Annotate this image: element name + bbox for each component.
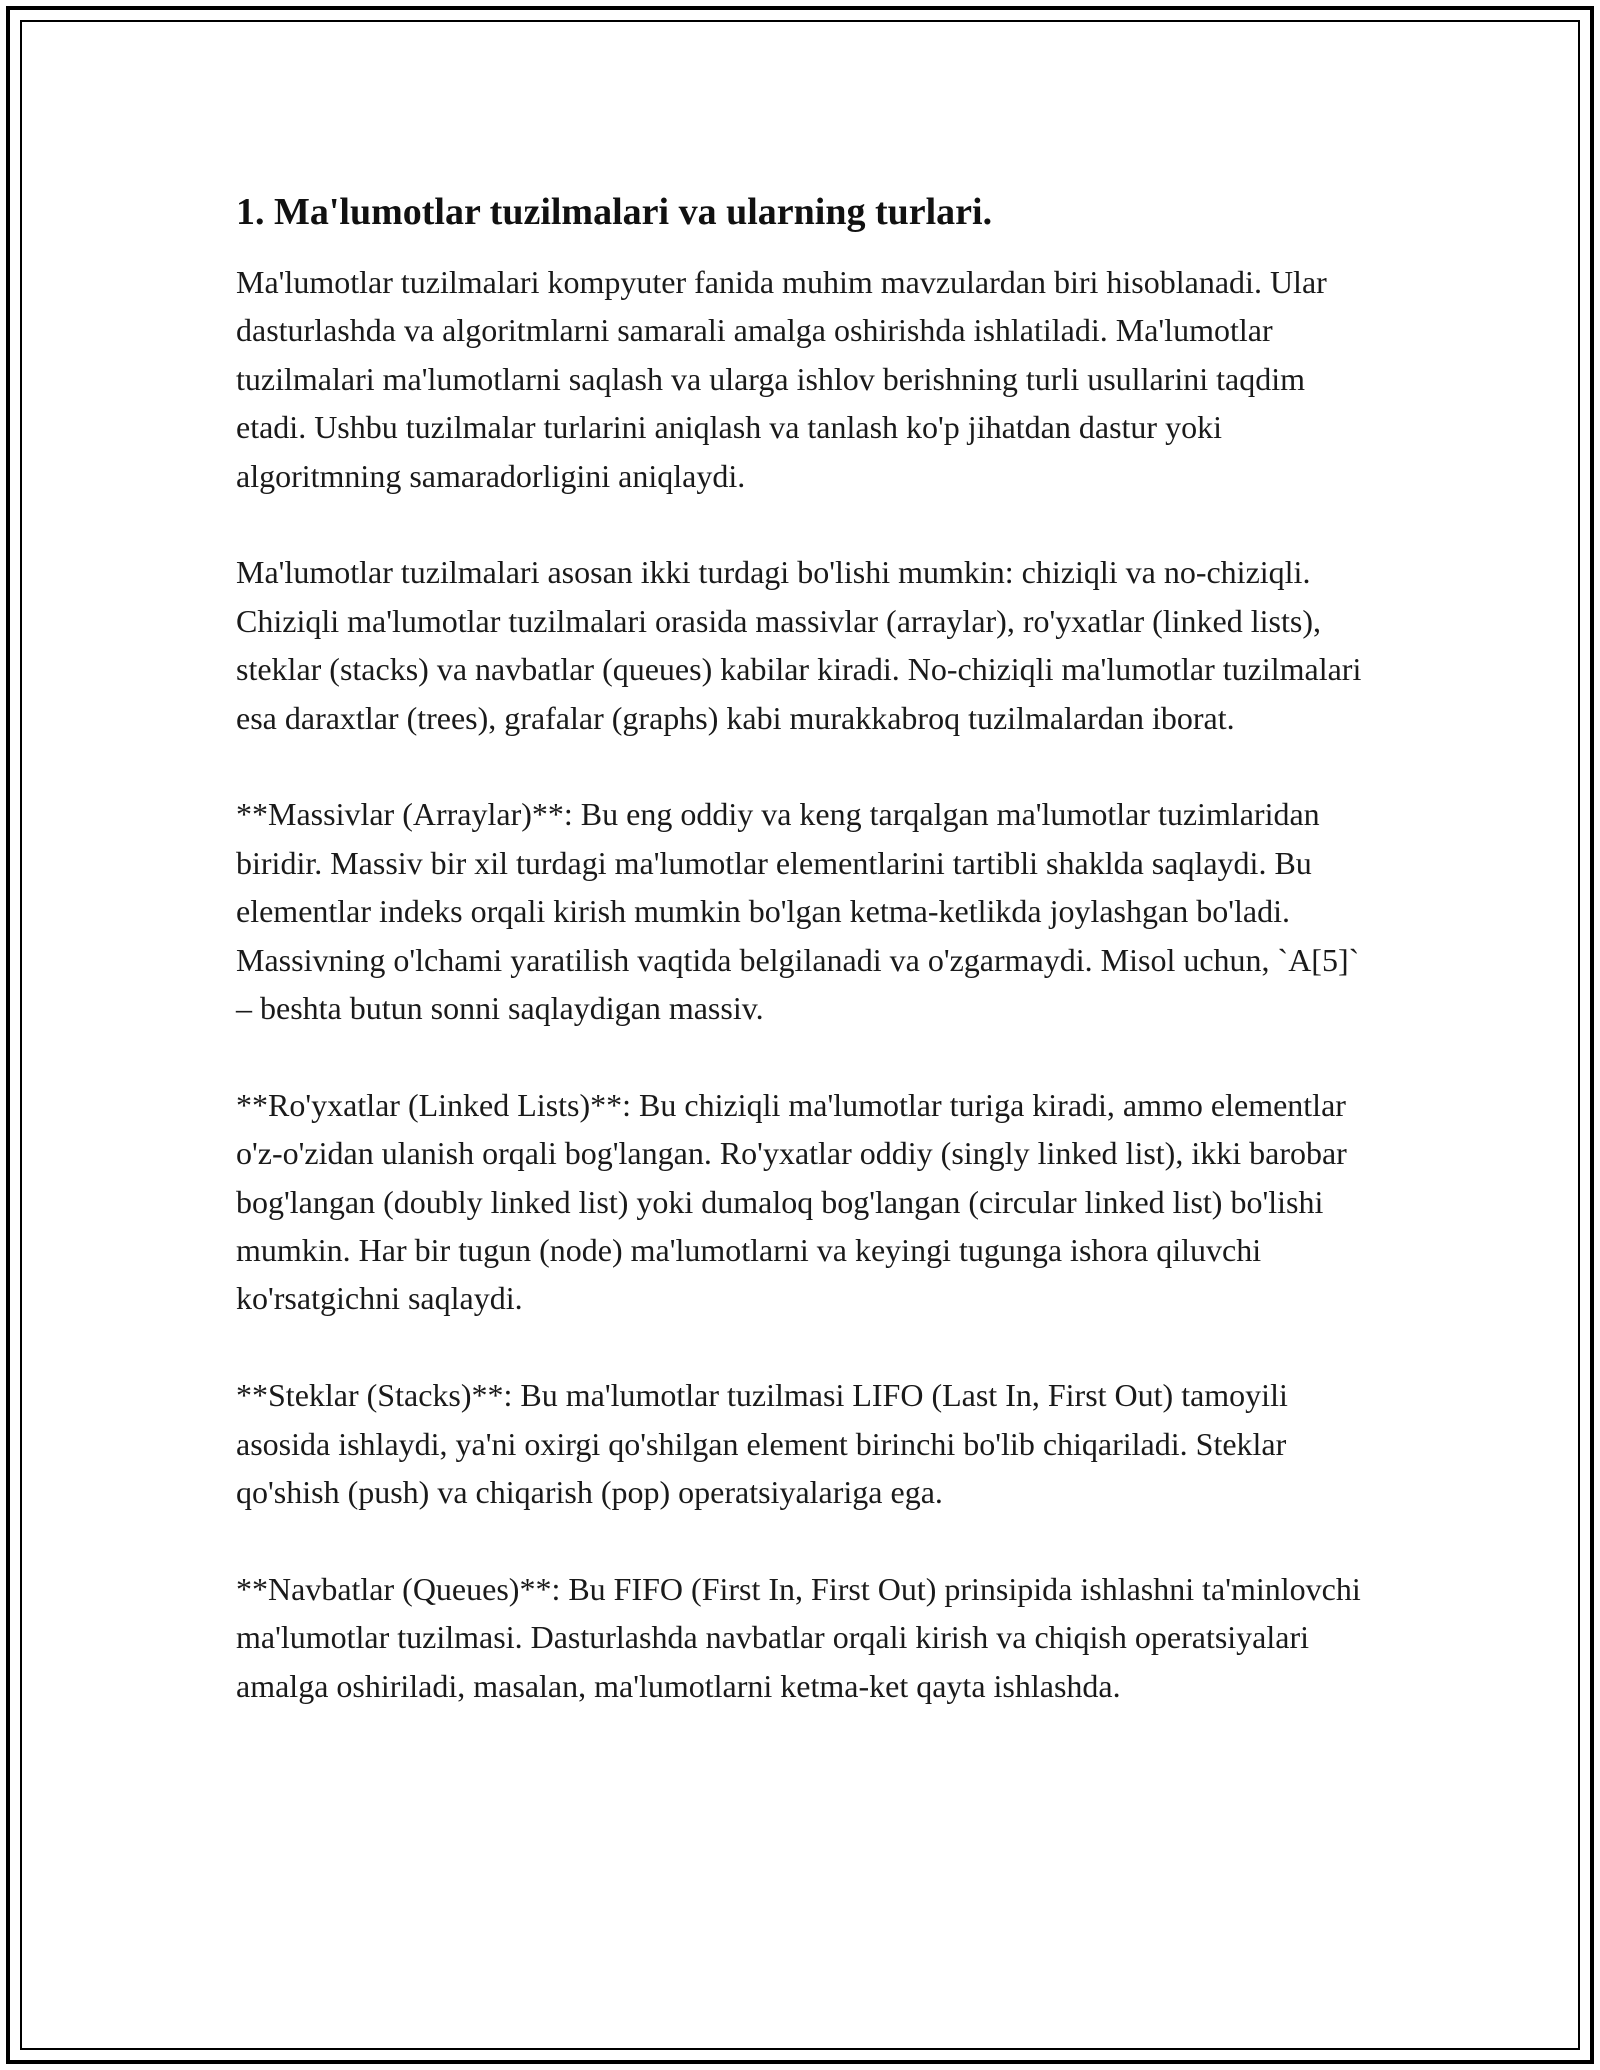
paragraph-types: Ma'lumotlar tuzilmalari asosan ikki turdagi bo'lishi mumkin: chiziqli va no-chiziqli. Chiziqli ma'lumotlar tuzilmalari orasida massivlar (arraylar), ro'yxatlar (linked lists), steklar (stacks) va navbatlar (queues) kabilar kiradi. No-chiziqli ma'lumotlar tuzilmalari esa daraxtlar (trees), grafalar (graphs) kabi murakkabroq tuzilmalardan iborat. [236, 554, 1362, 736]
paragraph-intro: Ma'lumotlar tuzilmalari kompyuter fanida muhim mavzulardan biri hisoblanadi. Ular dasturlashda va algoritmlarni samarali amalga oshirishda ishlatiladi. Ma'lumotlar tuzilmalari ma'lumotlarni saqlash va ularga ishlov berishning turli usullarini taqdim etadi. Ushbu tuzilmalar turlarini aniqlash va tanlash ko'p jihatdan dastur yoki algoritmning samaradorligini aniqlaydi. [236, 264, 1327, 494]
paragraph-arrays: **Massivlar (Arraylar)**: Bu eng oddiy va keng tarqalgan ma'lumotlar tuzimlaridan biridir. Massiv bir xil turdagi ma'lumotlar elementlarini tartibli shaklda saqlaydi. Bu elementlar indeks orqali kirish mumkin bo'lgan ketma-ketlikda joylashgan bo'ladi. Massivning o'lchami yaratilish vaqtida belgilanadi va o'zgarmaydi. Misol uchun, `A[5]` – beshta butun sonni saqlaydigan massiv. [236, 796, 1360, 1027]
paragraph-stacks: **Steklar (Stacks)**: Bu ma'lumotlar tuzilmasi LIFO (Last In, First Out) tamoyili asosida ishlaydi, ya'ni oxirgi qo'shilgan element birinchi bo'lib chiqariladi. Steklar qo'shish (push) va chiqarish (pop) operatsiyalariga ega. [236, 1377, 1288, 1511]
document-body [236, 188, 1366, 1710]
paragraph-queues: **Navbatlar (Queues)**: Bu FIFO (First In, First Out) prinsipida ishlashni ta'minlovchi ma'lumotlar tuzilmasi. Dasturlashda navbatlar orqali kirish va chiqish operatsiyalari amalga oshiriladi, masalan, ma'lumotlarni ketma-ket qayta ishlashda. [236, 1570, 1361, 1704]
paragraph-linked-lists: **Ro'yxatlar (Linked Lists)**: Bu chiziqli ma'lumotlar turiga kiradi, ammo elementlar o'z-o'zidan ulanish orqali bog'langan. Ro'yxatlar oddiy (singly linked list), ikki barobar bog'langan (doubly linked list) yoki dumaloq bog'langan (circular linked list) bo'lishi mumkin. Har bir tugun (node) ma'lumotlarni va keyingi tugunga ishora qiluvchi ko'rsatgichni saqlaydi. [236, 1086, 1347, 1317]
section-heading: 1. Ma'lumotlar tuzilmalari va ularning turlari. [236, 191, 993, 233]
